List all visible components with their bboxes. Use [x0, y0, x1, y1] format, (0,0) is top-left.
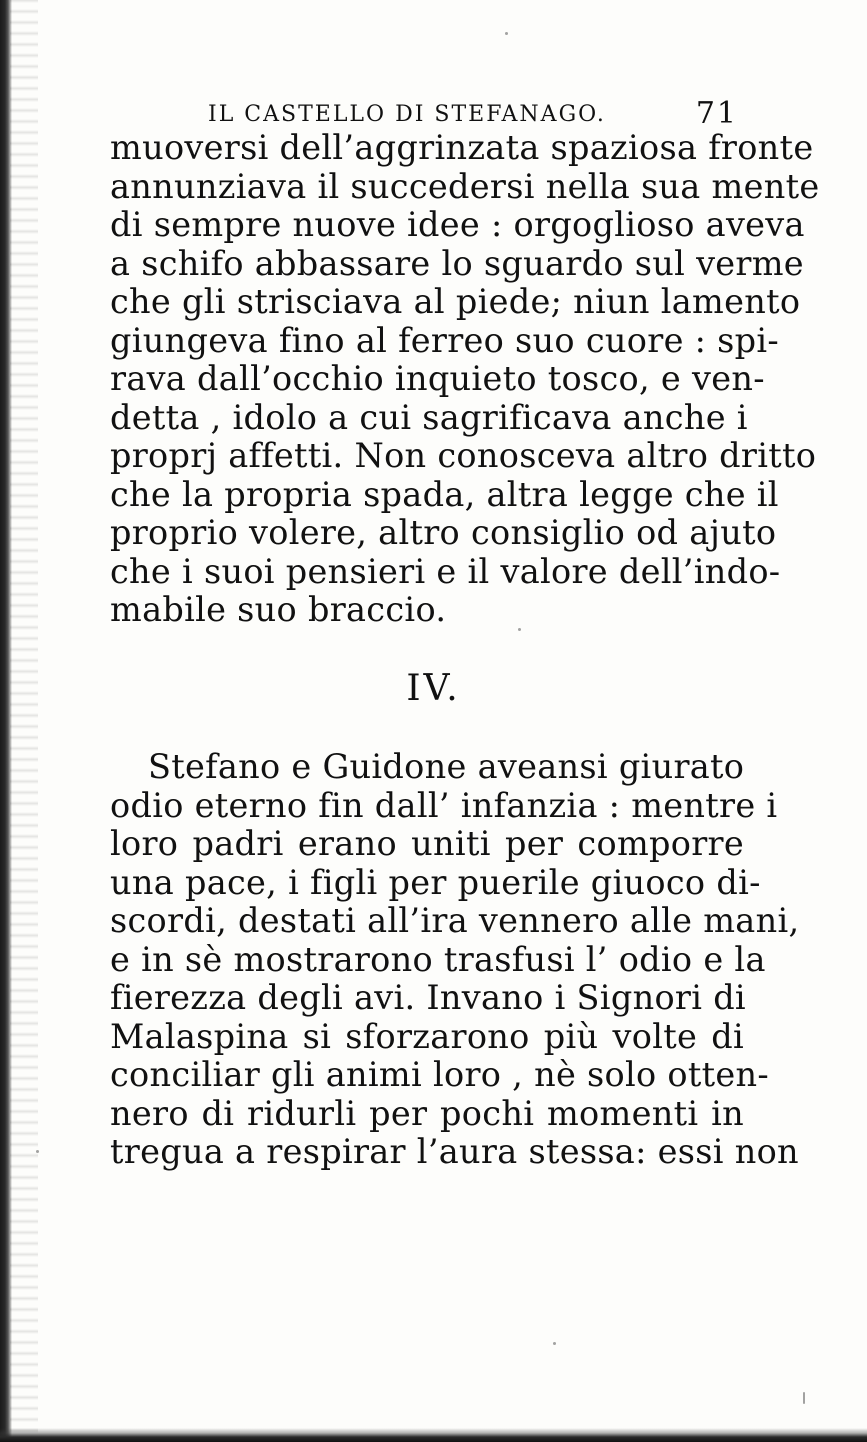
text-line: che la propria spada, altra legge che il: [110, 474, 779, 514]
text-line: rava dall’occhio inquieto tosco, e ven-: [110, 359, 765, 398]
paper-speck: [803, 1392, 805, 1404]
section-heading: IV.: [406, 668, 461, 709]
text-line: muoversi dell’aggrinzata spaziosa fronte: [110, 128, 814, 167]
text-line: conciliar gli animi loro , nè solo otten-: [110, 1055, 770, 1094]
text-line: odio eterno fin dall’ infanzia : mentre i: [110, 785, 778, 825]
text-line: e in sè mostrarono trasfusi l’ odio e la: [110, 939, 766, 979]
paragraph-2: [110, 747, 800, 1172]
text-line: fierezza degli avi. Invano i Signori di: [110, 978, 746, 1017]
paper-speck: [553, 1342, 556, 1345]
text-line: che gli strisciava al piede; niun lamento: [110, 282, 801, 321]
text-line: scordi, destati all’ira vennero alle mani,: [110, 901, 800, 940]
text-line: di sempre nuove idee : orgoglioso aveva: [110, 205, 805, 244]
text-line: mabile suo braccio.: [110, 590, 447, 629]
text-line: detta , idolo a cui sagrificava anche i: [110, 397, 748, 437]
page-header: [208, 98, 744, 132]
text-line: loro padri erano uniti per comporre: [110, 824, 744, 863]
text-line: proprj affetti. Non conosceva altro dritto: [110, 436, 817, 475]
text-line: a schifo abbassare lo sguardo sul verme: [110, 243, 804, 283]
running-head: IL CASTELLO DI STEFANAGO.: [208, 102, 606, 127]
text-line: una pace, i figli per puerile giuoco di-: [110, 862, 761, 902]
text-line: tregua a respirar l’aura stessa: essi non: [110, 1132, 799, 1171]
text-line: che i suoi pensieri e il valore dell’indo-: [110, 551, 781, 591]
text-line: annunziava il succedersi nella sua mente: [110, 166, 820, 206]
text-line: giungeva fino al ferreo suo cuore : spi-: [110, 320, 780, 360]
text-line: Stefano e Guidone aveansi giurato: [148, 747, 745, 786]
paper-speck: [36, 1150, 39, 1153]
binding-texture: [10, 0, 38, 1442]
text-line: nero di ridurli per pochi momenti in: [110, 1093, 744, 1133]
page-number: 71: [695, 96, 738, 131]
paragraph-1: [110, 128, 820, 630]
text-line: proprio volere, altro consiglio od ajuto: [110, 513, 777, 552]
paper-speck: [505, 32, 508, 35]
page-bottom-edge: [0, 1428, 867, 1442]
text-line: Malaspina si sforzarono più volte di: [110, 1016, 744, 1056]
